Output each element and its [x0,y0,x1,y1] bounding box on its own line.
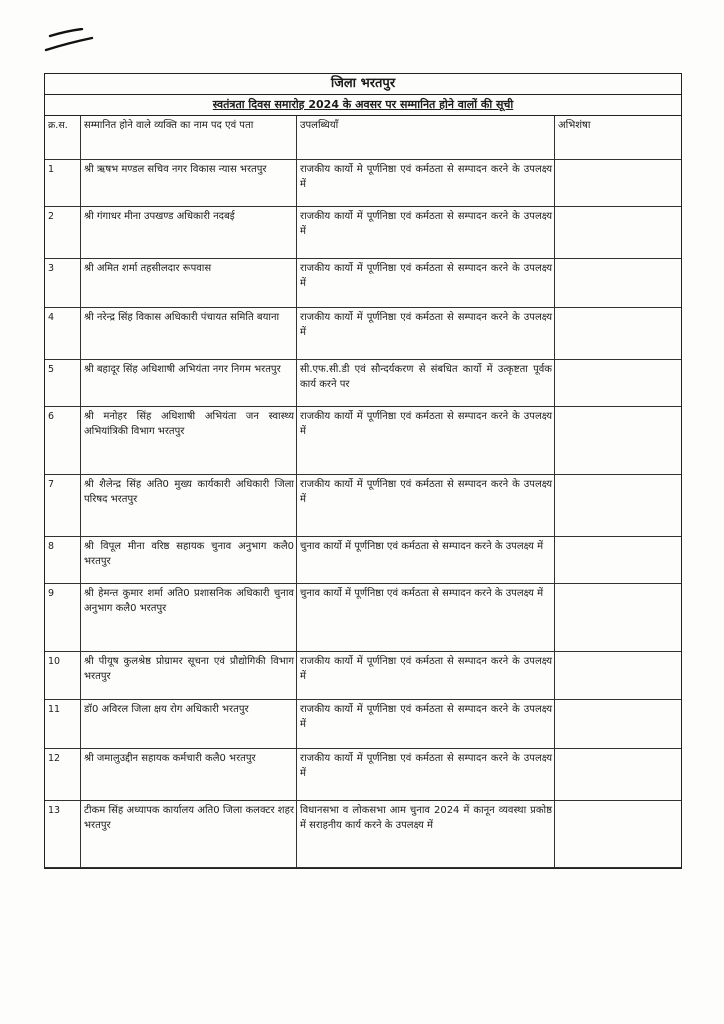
row-remarks [555,652,682,700]
row-remarks [555,259,682,308]
row-name: श्री हेमन्त कुमार शर्मा अति0 प्रशासनिक अधिकारी चुनाव अनुभाग कलै0 भरतपुर [81,584,297,652]
row-name: श्री मनोहर सिंह अधिशाषी अभियंता जन स्वास्थ्य अभियांत्रिकी विभाग भरतपुर [81,407,297,475]
row-remarks [555,475,682,537]
header-remarks: अभिशंषा [555,116,682,160]
row-achievement: राजकीय कार्यो में पूर्णनिष्ठा एवं कर्मठता से सम्पादन करने के उपलक्ष्य में [297,749,555,801]
row-sn: 10 [45,652,81,700]
table-header-row [45,116,681,160]
row-name: श्री पीयूष कुलश्रेष्ठ प्रोग्रामर सूचना एवं प्रौद्योगिकी विभाग भरतपुर [81,652,297,700]
row-sn: 12 [45,749,81,801]
row-name: श्री अमित शर्मा तहसीलदार रूपवास [81,259,297,308]
table-row [45,360,681,407]
row-name: श्री नरेन्द्र सिंह विकास अधिकारी पंचायत समिति बयाना [81,308,297,360]
row-sn: 8 [45,537,81,584]
row-name: टीकम सिंह अध्यापक कार्यालय अति0 जिला कलक्टर शहर भरतपुर [81,801,297,868]
row-achievement: राजकीय कार्यो में पूर्णनिष्ठा एवं कर्मठता से सम्पादन करने के उपलक्ष्य में [297,475,555,537]
award-list-document [44,73,682,869]
row-sn: 6 [45,407,81,475]
table-row [45,407,681,475]
table-row [45,700,681,749]
row-sn: 7 [45,475,81,537]
row-sn: 3 [45,259,81,308]
row-sn: 1 [45,160,81,207]
row-achievement: चुनाव कार्यो में पूर्णनिष्ठा एवं कर्मठता से सम्पादन करने के उपलक्ष्य में [297,584,555,652]
row-remarks [555,584,682,652]
row-remarks [555,537,682,584]
table-row [45,801,681,868]
row-remarks [555,700,682,749]
table-row [45,749,681,801]
list-subtitle: स्वतंत्रता दिवस समारोह 2024 के अवसर पर सम्मानित होने वालों की सूची [45,95,681,116]
row-achievement: राजकीय कार्यो में पूर्णनिष्ठा एवं कर्मठता से सम्पादन करने के उपलक्ष्य में [297,700,555,749]
row-achievement: राजकीय कार्यो में पूर्णनिष्ठा एवं कर्मठता से सम्पादन करने के उपलक्ष्य में [297,207,555,259]
table-row [45,584,681,652]
row-achievement: राजकीय कार्यो में पूर्णनिष्ठा एवं कर्मठता से सम्पादन करने के उपलक्ष्य में [297,652,555,700]
row-remarks [555,207,682,259]
table-row [45,207,681,259]
row-name: श्री शैलेन्द्र सिंह अति0 मुख्य कार्यकारी अधिकारी जिला परिषद भरतपुर [81,475,297,537]
row-name: श्री ऋषभ मण्डल सचिव नगर विकास न्यास भरतपुर [81,160,297,207]
row-sn: 11 [45,700,81,749]
row-achievement: राजकीय कार्यो में पूर्णनिष्ठा एवं कर्मठता से सम्पादन करने के उपलक्ष्य में [297,407,555,475]
row-achievement: राजकीय कार्यो में पूर्णनिष्ठा एवं कर्मठता से सम्पादन करने के उपलक्ष्य में [297,259,555,308]
header-sn: क्र.स. [45,116,81,160]
row-achievement: विधानसभा व लोकसभा आम चुनाव 2024 में कानून व्यवस्था प्रकोष्ठ में सराहनीय कार्य करने के उपलक्ष्य में [297,801,555,868]
table-row [45,160,681,207]
table-row [45,475,681,537]
awardees-table [45,116,681,868]
district-title: जिला भरतपुर [45,74,681,95]
row-remarks [555,801,682,868]
row-remarks [555,749,682,801]
row-sn: 5 [45,360,81,407]
row-achievement: राजकीय कार्यो मे पूर्णनिष्ठा एवं कर्मठता से सम्पादन करने के उपलक्ष्य में [297,160,555,207]
table-row [45,308,681,360]
row-achievement: सी.एफ.सी.डी एवं सौन्दर्यकरण से संबधित कार्यो में उत्कृष्टता पूर्वक कार्य करने पर [297,360,555,407]
table-row [45,259,681,308]
table-row [45,652,681,700]
row-sn: 13 [45,801,81,868]
row-sn: 2 [45,207,81,259]
table-row [45,537,681,584]
row-sn: 9 [45,584,81,652]
row-name: श्री जमालुउद्दीन सहायक कर्मचारी कलै0 भरतपुर [81,749,297,801]
row-remarks [555,407,682,475]
row-achievement: चुनाव कार्यो में पूर्णनिष्ठा एवं कर्मठता से सम्पादन करने के उपलक्ष्य में [297,537,555,584]
row-name: श्री गंगाधर मीना उपखण्ड अधिकारी नदबई [81,207,297,259]
row-remarks [555,360,682,407]
row-achievement: राजकीय कार्यो में पूर्णनिष्ठा एवं कर्मठता से सम्पादन करने के उपलक्ष्य में [297,308,555,360]
header-achievements: उपलब्धियाँ [297,116,555,160]
row-name: श्री बहादूर सिंह अधिशाषी अभियंता नगर निगम भरतपुर [81,360,297,407]
row-remarks [555,308,682,360]
row-remarks [555,160,682,207]
row-name: श्री विपूल मीना वरिष्ठ सहायक चुनाव अनुभाग कलै0 भरतपुर [81,537,297,584]
row-name: डॉ0 अविरल जिला क्षय रोग अधिकारी भरतपुर [81,700,297,749]
header-name: सम्मानित होने वाले व्यक्ति का नाम पद एवं पता [81,116,297,160]
row-sn: 4 [45,308,81,360]
handwritten-mark-icon [44,28,96,58]
